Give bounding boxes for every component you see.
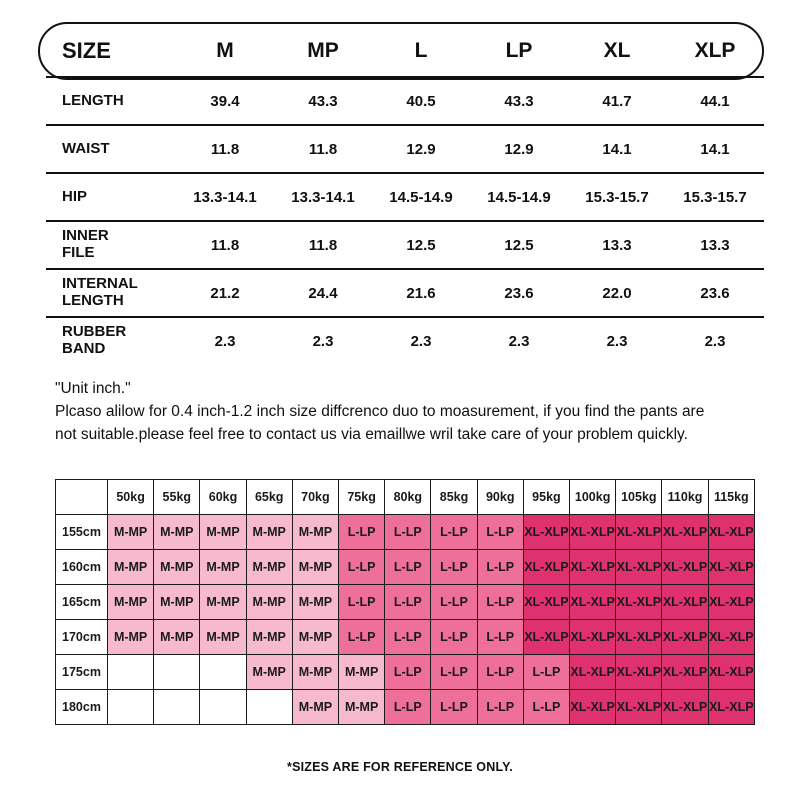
matrix-cell: XL-XLP [662, 515, 708, 550]
matrix-weight-header: 115kg [708, 480, 754, 515]
matrix-weight-header: 85kg [431, 480, 477, 515]
table-row [46, 221, 764, 269]
size-chart-cell: 2.3 [312, 332, 334, 350]
matrix-cell: L-LP [385, 655, 431, 690]
matrix-cell: XL-XLP [616, 620, 662, 655]
matrix-row [56, 690, 755, 725]
matrix-row [56, 550, 755, 585]
matrix-cell: M-MP [339, 690, 385, 725]
matrix-height-header: 165cm [56, 585, 108, 620]
size-chart-header-cell: M [176, 26, 274, 77]
size-chart-cell: 23.6 [666, 269, 764, 317]
matrix-cell: XL-XLP [523, 515, 569, 550]
matrix-table [55, 479, 755, 725]
matrix-cell: L-LP [385, 515, 431, 550]
matrix-cell: XL-XLP [616, 585, 662, 620]
matrix-weight-header: 105kg [616, 480, 662, 515]
size-chart-cell: 43.3 [274, 77, 372, 125]
matrix-cell: XL-XLP [662, 690, 708, 725]
size-chart-row-label: RUBBER BAND [62, 323, 127, 357]
matrix-cell: L-LP [431, 620, 477, 655]
notes-line-unit: "Unit inch." [55, 380, 131, 397]
size-chart-cell: 11.8 [274, 221, 372, 269]
matrix-cell: L-LP [339, 550, 385, 585]
size-chart-header-cell: MP [274, 26, 372, 77]
size-chart-cell: 12.5 [470, 221, 568, 269]
matrix-cell: XL-XLP [523, 550, 569, 585]
matrix-cell: M-MP [292, 585, 338, 620]
matrix-cell: M-MP [108, 620, 154, 655]
matrix-cell: XL-XLP [570, 515, 616, 550]
size-recommendation-matrix [55, 479, 755, 725]
matrix-body [56, 515, 755, 725]
matrix-cell: XL-XLP [662, 620, 708, 655]
size-chart-cell: 13.3 [666, 221, 764, 269]
size-chart-header-cell: SIZE [46, 26, 176, 77]
matrix-cell: L-LP [431, 690, 477, 725]
matrix-cell: XL-XLP [616, 690, 662, 725]
matrix-cell: M-MP [200, 620, 246, 655]
matrix-cell: L-LP [477, 515, 523, 550]
matrix-cell [154, 690, 200, 725]
matrix-cell: L-LP [385, 690, 431, 725]
matrix-weight-header: 110kg [662, 480, 708, 515]
matrix-cell: XL-XLP [523, 585, 569, 620]
matrix-cell: M-MP [154, 620, 200, 655]
size-chart-row-label: INNER FILE [46, 221, 176, 269]
matrix-row [56, 585, 755, 620]
matrix-cell: XL-XLP [616, 655, 662, 690]
size-chart-cell: 13.3-14.1 [274, 173, 372, 221]
matrix-cell: M-MP [154, 515, 200, 550]
matrix-header-row [56, 480, 755, 515]
matrix-weight-header: 90kg [477, 480, 523, 515]
matrix-height-header: 155cm [56, 515, 108, 550]
matrix-corner-cell [56, 480, 108, 515]
matrix-cell: XL-XLP [570, 690, 616, 725]
matrix-cell: M-MP [292, 655, 338, 690]
matrix-cell: M-MP [154, 550, 200, 585]
matrix-height-header: 170cm [56, 620, 108, 655]
size-chart-cell: 2.3 [410, 332, 432, 350]
matrix-cell: L-LP [339, 515, 385, 550]
matrix-cell: L-LP [431, 515, 477, 550]
size-chart-cell: 24.4 [274, 269, 372, 317]
matrix-weight-header: 55kg [154, 480, 200, 515]
matrix-row [56, 655, 755, 690]
size-chart-row-label: WAIST [46, 125, 176, 173]
matrix-cell [246, 690, 292, 725]
size-chart-cell: 43.3 [470, 77, 568, 125]
matrix-cell: M-MP [292, 690, 338, 725]
size-chart-cell: 23.6 [470, 269, 568, 317]
matrix-weight-header: 75kg [339, 480, 385, 515]
size-chart-cell: 39.4 [176, 77, 274, 125]
size-chart-cell: 44.1 [666, 77, 764, 125]
matrix-cell: M-MP [292, 515, 338, 550]
matrix-cell: XL-XLP [708, 515, 754, 550]
matrix-cell: L-LP [339, 620, 385, 655]
size-chart-header-cell: L [372, 26, 470, 77]
matrix-weight-header: 50kg [108, 480, 154, 515]
matrix-height-header: 180cm [56, 690, 108, 725]
matrix-cell: L-LP [385, 585, 431, 620]
matrix-cell [200, 655, 246, 690]
matrix-cell: XL-XLP [570, 585, 616, 620]
matrix-cell: L-LP [339, 585, 385, 620]
size-chart-cell: 13.3 [568, 221, 666, 269]
matrix-row [56, 515, 755, 550]
matrix-weight-header: 60kg [200, 480, 246, 515]
size-chart-cell: 15.3-15.7 [568, 173, 666, 221]
size-chart-cell: 40.5 [372, 77, 470, 125]
matrix-cell: L-LP [477, 690, 523, 725]
matrix-cell: M-MP [108, 585, 154, 620]
matrix-cell: M-MP [292, 550, 338, 585]
matrix-cell: L-LP [431, 585, 477, 620]
size-chart-cell: 15.3-15.7 [666, 173, 764, 221]
matrix-height-header: 175cm [56, 655, 108, 690]
matrix-cell: L-LP [477, 585, 523, 620]
size-chart-table [46, 26, 764, 364]
matrix-cell: XL-XLP [570, 620, 616, 655]
matrix-cell: L-LP [431, 655, 477, 690]
matrix-cell: M-MP [154, 585, 200, 620]
matrix-cell: M-MP [292, 620, 338, 655]
size-chart-cell: 2.3 [508, 332, 530, 350]
size-chart-header-row [46, 26, 764, 77]
matrix-cell: M-MP [246, 585, 292, 620]
size-chart-cell: 12.5 [372, 221, 470, 269]
size-chart-cell: 41.7 [568, 77, 666, 125]
matrix-weight-header: 65kg [246, 480, 292, 515]
size-chart-cell: 14.5-14.9 [470, 173, 568, 221]
size-chart-header-cell: XLP [666, 26, 764, 77]
matrix-cell: L-LP [523, 655, 569, 690]
size-chart-cell: 22.0 [568, 269, 666, 317]
matrix-cell: M-MP [246, 655, 292, 690]
matrix-cell: L-LP [431, 550, 477, 585]
size-chart-cell: 11.8 [176, 125, 274, 173]
matrix-cell: XL-XLP [708, 655, 754, 690]
size-chart-cell: 2.3 [214, 332, 236, 350]
matrix-cell: L-LP [385, 550, 431, 585]
matrix-weight-header: 100kg [570, 480, 616, 515]
matrix-cell: XL-XLP [616, 515, 662, 550]
matrix-cell [108, 655, 154, 690]
matrix-cell: XL-XLP [662, 550, 708, 585]
matrix-cell: L-LP [477, 550, 523, 585]
size-chart-row-label: HIP [46, 173, 176, 221]
size-chart-header-cell: XL [568, 26, 666, 77]
matrix-weight-header: 70kg [292, 480, 338, 515]
size-chart-body [46, 77, 764, 364]
size-chart-cell: 21.6 [372, 269, 470, 317]
size-chart-cell: 11.8 [176, 221, 274, 269]
matrix-cell: XL-XLP [523, 620, 569, 655]
matrix-cell: M-MP [246, 515, 292, 550]
size-chart-cell: 14.1 [666, 125, 764, 173]
matrix-cell: XL-XLP [662, 585, 708, 620]
size-chart-cell: 14.5-14.9 [372, 173, 470, 221]
matrix-cell [200, 690, 246, 725]
matrix-cell [108, 690, 154, 725]
matrix-cell: L-LP [477, 620, 523, 655]
notes-line-tolerance: Plcaso alilow for 0.4 inch-1.2 inch size diffcrenco duo to moasurement, if you find the pants are [55, 402, 705, 420]
matrix-weight-header: 95kg [523, 480, 569, 515]
table-row [46, 317, 764, 364]
matrix-cell: XL-XLP [570, 655, 616, 690]
size-chart-cell: 12.9 [372, 125, 470, 173]
matrix-cell: XL-XLP [570, 550, 616, 585]
table-row [46, 269, 764, 317]
size-chart-row-label: LENGTH [46, 77, 176, 125]
table-row [46, 125, 764, 173]
matrix-cell: M-MP [108, 550, 154, 585]
matrix-cell: M-MP [200, 515, 246, 550]
matrix-cell: M-MP [108, 515, 154, 550]
matrix-cell: L-LP [523, 690, 569, 725]
matrix-cell: M-MP [339, 655, 385, 690]
measurement-notes [55, 378, 761, 447]
matrix-cell: XL-XLP [708, 550, 754, 585]
matrix-cell: XL-XLP [708, 620, 754, 655]
matrix-cell: M-MP [200, 585, 246, 620]
size-chart-cell: 14.1 [568, 125, 666, 173]
size-chart-cell: 11.8 [274, 125, 372, 173]
matrix-cell: M-MP [246, 620, 292, 655]
size-chart-row-label: INTERNAL LENGTH [46, 269, 176, 317]
matrix-weight-header: 80kg [385, 480, 431, 515]
size-chart-cell: 12.9 [470, 125, 568, 173]
size-chart-cell: 21.2 [176, 269, 274, 317]
table-row [46, 77, 764, 125]
matrix-cell: XL-XLP [662, 655, 708, 690]
matrix-cell: XL-XLP [708, 690, 754, 725]
notes-line-contact: not suitable.please feel free to contact us via emaillwe wril take care of your problem quickly. [55, 425, 688, 443]
size-chart-cell: 13.3-14.1 [176, 173, 274, 221]
size-chart-section [46, 26, 764, 364]
matrix-cell: M-MP [200, 550, 246, 585]
matrix-cell: XL-XLP [708, 585, 754, 620]
matrix-row [56, 620, 755, 655]
table-row [46, 173, 764, 221]
matrix-height-header: 160cm [56, 550, 108, 585]
matrix-cell: L-LP [385, 620, 431, 655]
matrix-cell [154, 655, 200, 690]
matrix-cell: M-MP [246, 550, 292, 585]
reference-footnote: *SIZES ARE FOR REFERENCE ONLY. [287, 760, 513, 774]
size-chart-cell: 2.3 [704, 332, 726, 350]
matrix-cell: L-LP [477, 655, 523, 690]
size-chart-header-cell: LP [470, 26, 568, 77]
matrix-cell: XL-XLP [616, 550, 662, 585]
size-chart-cell: 2.3 [606, 332, 628, 350]
